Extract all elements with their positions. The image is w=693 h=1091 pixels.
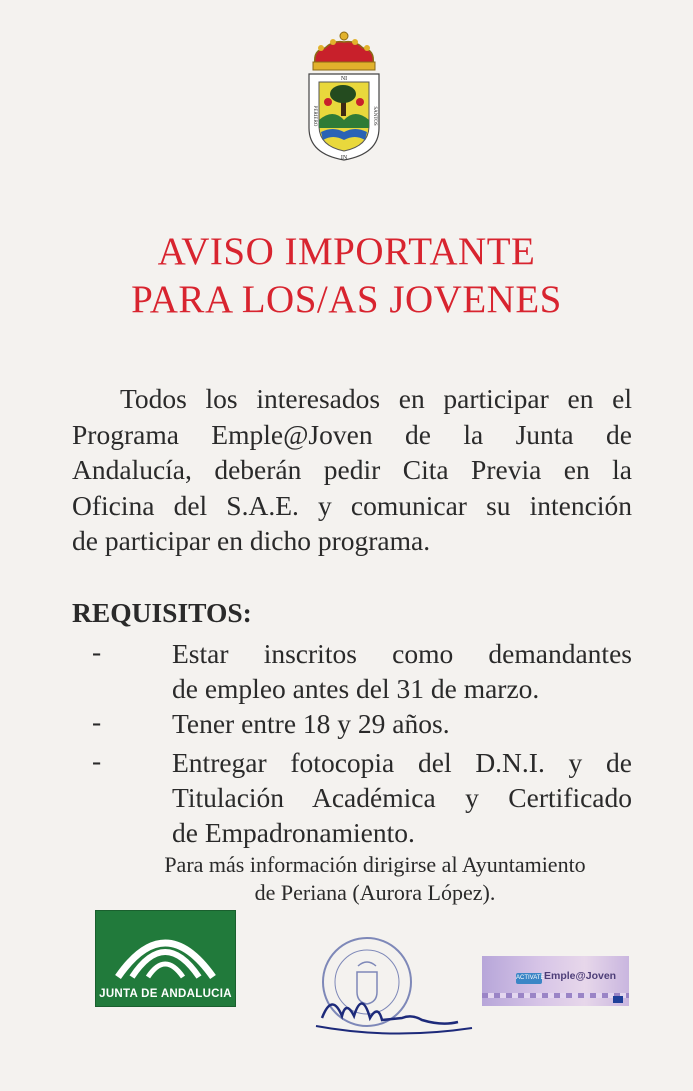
requirement-line: de empleo antes del 31 de marzo. (172, 673, 540, 704)
list-bullet: - (92, 745, 102, 776)
coat-of-arms-icon (303, 28, 385, 163)
svg-text:SANTOS: SANTOS (372, 106, 377, 126)
requirement-line: de Empadronamiento. (172, 817, 415, 848)
logo-stripe (482, 993, 629, 998)
contact-info-line-2: de Periana (Aurora López). (254, 880, 496, 905)
contact-info-line-1: Para más información dirigirse al Ayuntamiento (164, 852, 586, 877)
notice-title-line-2: PARA LOS/AS JOVENES (131, 278, 562, 321)
requirement-item-2 (172, 706, 632, 741)
list-bullet: - (92, 706, 102, 737)
emple-joven-brand: Emple@Joven (544, 970, 617, 982)
intro-line: Todos los interesados en participar en el (120, 383, 632, 414)
requirement-line: Estar inscritos como demandantes (172, 638, 632, 669)
intro-line: Oficina del S.A.E. y comunicar su intención (72, 489, 632, 521)
activate-badge: ACTIVATE! (516, 973, 542, 984)
junta-andalucia-logo (95, 910, 236, 1007)
eu-flag-icon (613, 996, 623, 1003)
junta-logo-text: JUNTA DE ANDALUCIA (99, 988, 232, 1000)
requirement-line: Titulación Académica y Certificado (172, 782, 632, 813)
notice-title-line-1: AVISO IMPORTANTE (157, 230, 536, 273)
contact-info (80, 851, 670, 907)
emple-joven-logo (482, 956, 629, 1006)
requirement-line: Entregar fotocopia del D.N.I. y de (172, 747, 632, 778)
svg-text:IN: IN (340, 155, 348, 161)
intro-line: de participar en dicho programa. (72, 525, 431, 556)
svg-text:NI: NI (340, 76, 348, 82)
requirement-item-3 (172, 745, 632, 850)
intro-paragraph (72, 381, 632, 559)
svg-text:PERIERO: PERIERO (312, 105, 317, 127)
list-bullet: - (92, 636, 102, 667)
intro-line: Programa Emple@Joven de la Junta de (72, 418, 632, 450)
official-stamp-with-signature (312, 930, 477, 1050)
requirement-line: Tener entre 18 y 29 años. (172, 708, 450, 739)
intro-line: Andalucía, deberán pedir Cita Previa en la (72, 454, 632, 485)
requirement-item-1 (172, 636, 632, 706)
requirements-heading: REQUISITOS: (72, 597, 252, 628)
